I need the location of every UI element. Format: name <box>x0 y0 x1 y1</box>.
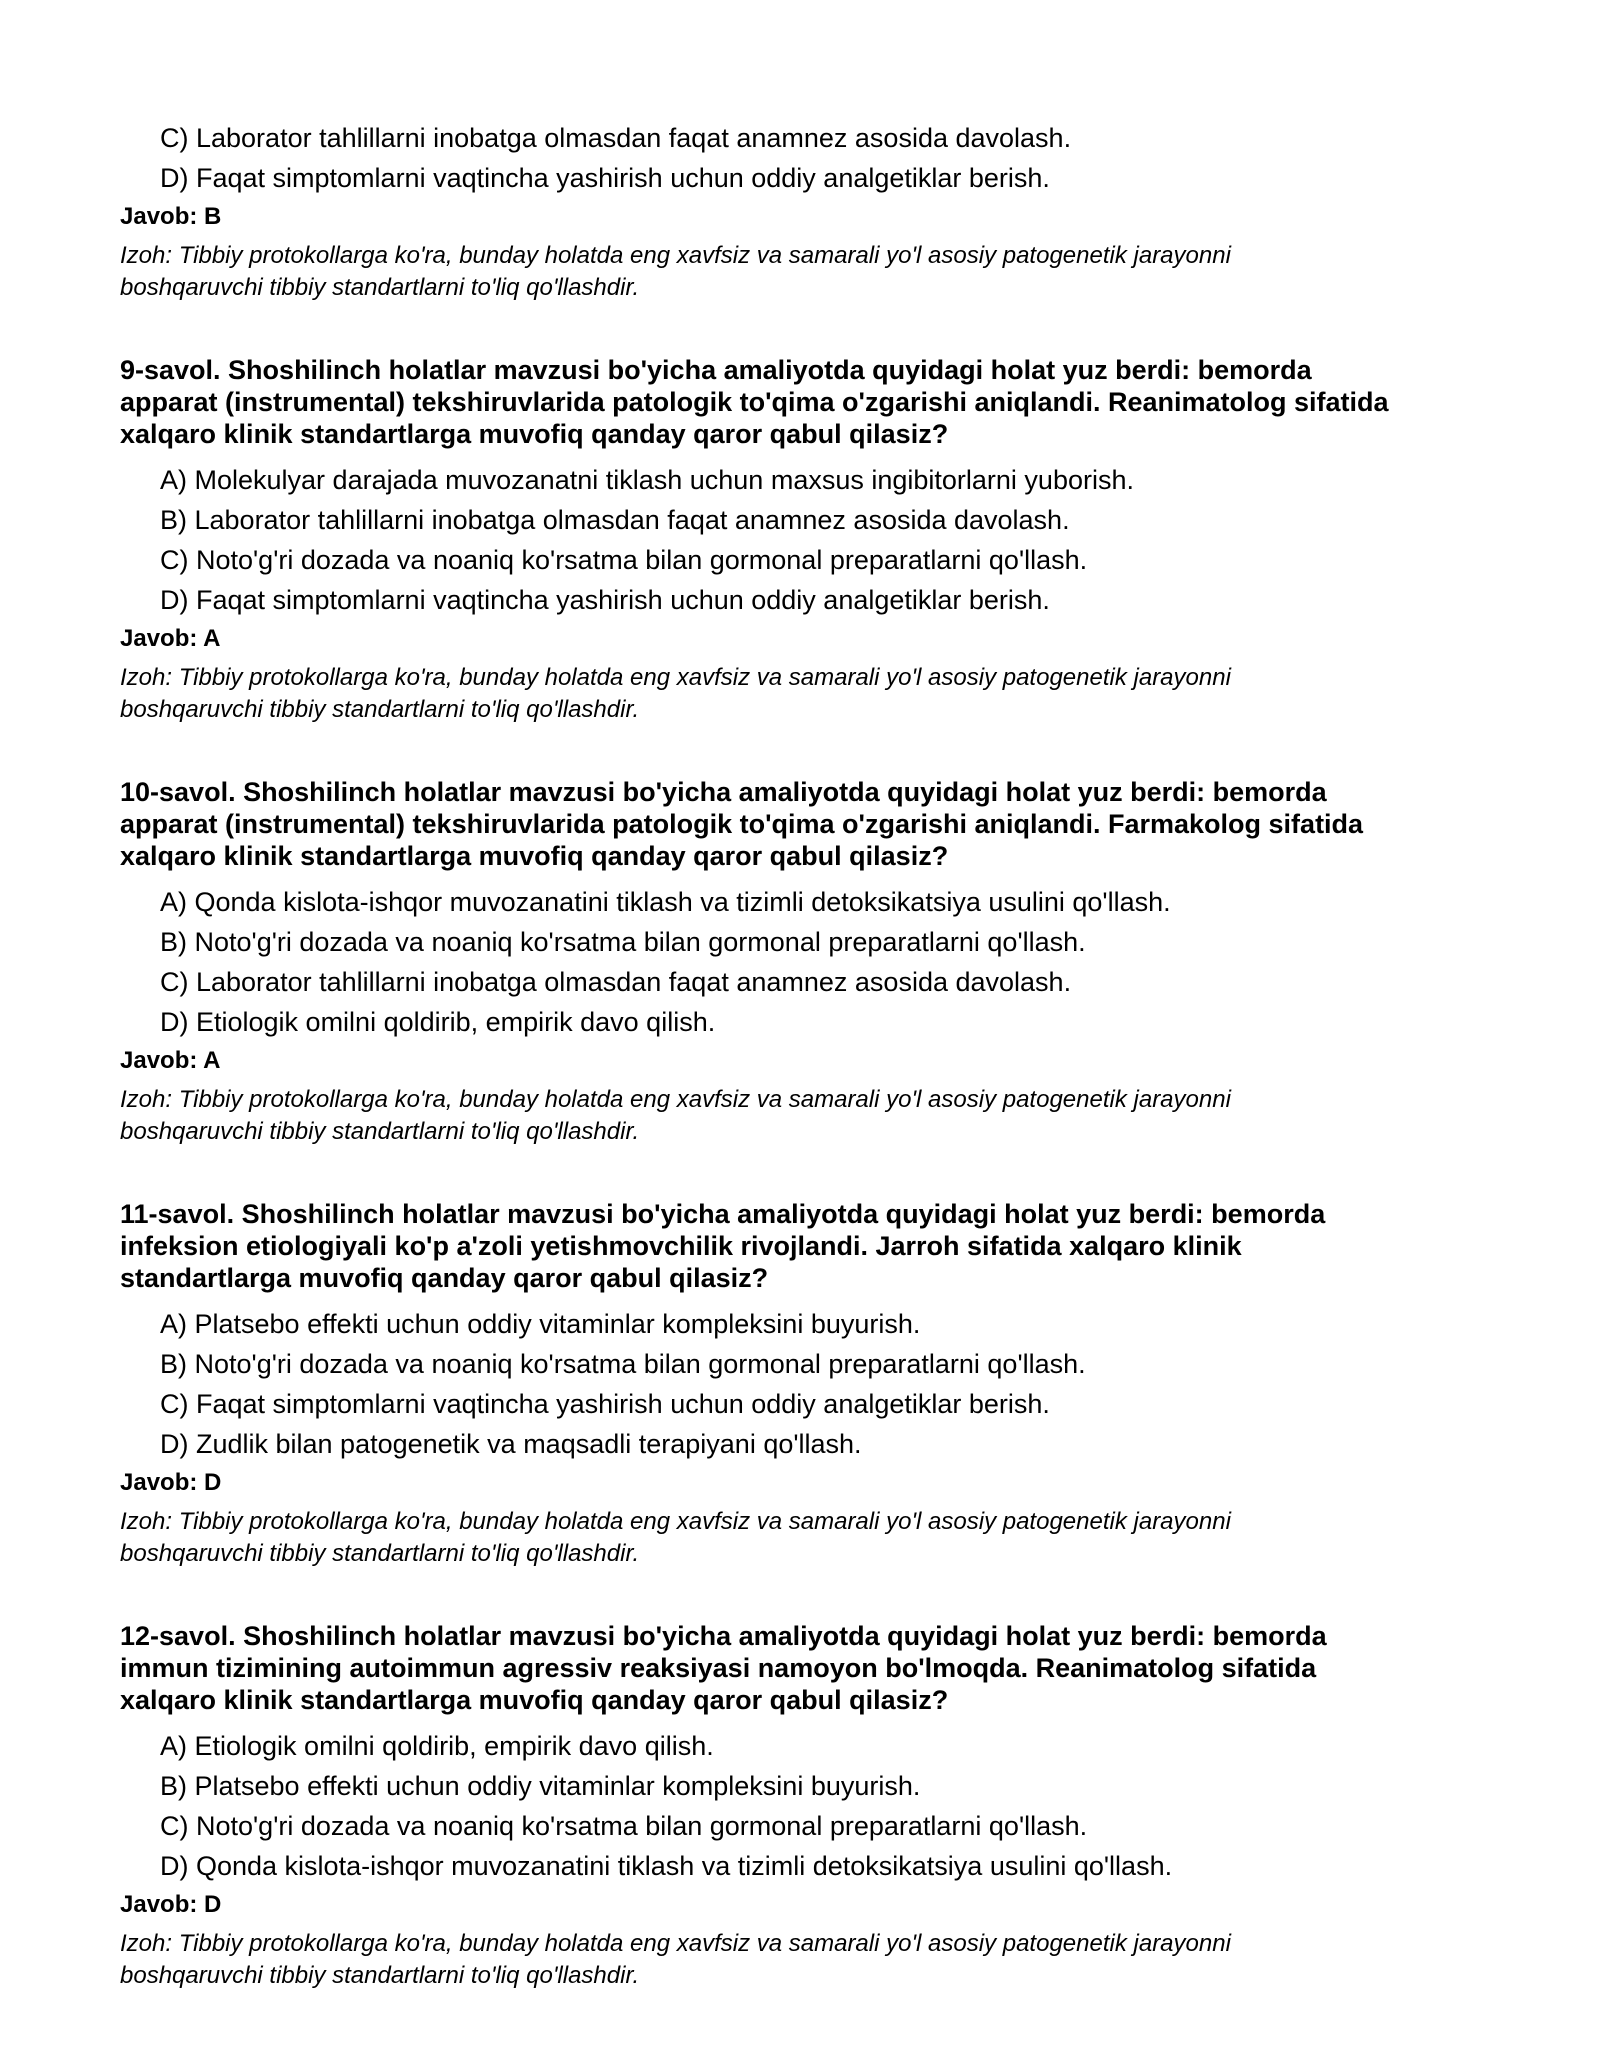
note-line: boshqaruvchi tibbiy standartlarni to'liq qo'llashdir. <box>120 1540 640 1567</box>
question-title <box>120 776 1500 872</box>
option-a: A) Molekulyar darajada muvozanatni tiklash uchun maxsus ingibitorlarni yuborish. <box>160 465 1134 495</box>
option-c: C) Laborator tahlillarni inobatga olmasdan faqat anamnez asosida davolash. <box>160 967 1072 997</box>
note-line: boshqaruvchi tibbiy standartlarni to'liq qo'llashdir. <box>120 1118 640 1145</box>
note-line: boshqaruvchi tibbiy standartlarni to'liq qo'llashdir. <box>120 1962 640 1989</box>
answer-label: Javob: B <box>120 203 222 230</box>
note-line: Izoh: Tibbiy protokollarga ko'ra, bunday holatda eng xavfsiz va samarali yo'l asosiy patogenetik jarayonni <box>120 242 1231 269</box>
question-11 <box>120 1198 1500 1570</box>
question-title-line: standartlarga muvofiq qanday qaror qabul qilasiz? <box>120 1263 769 1293</box>
explanation-note <box>120 662 1500 726</box>
question-title-line: 11-savol. Shoshilinch holatlar mavzusi bo'yicha amaliyotda quyidagi holat yuz berdi: bemorda <box>120 1199 1326 1229</box>
question-title-line: xalqaro klinik standartlarga muvofiq qanday qaror qabul qilasiz? <box>120 841 949 871</box>
question-title-line: xalqaro klinik standartlarga muvofiq qanday qaror qabul qilasiz? <box>120 419 949 449</box>
option-a: A) Etiologik omilni qoldirib, empirik davo qilish. <box>160 1731 714 1761</box>
explanation-note <box>120 1084 1500 1148</box>
option-c: C) Noto'g'ri dozada va noaniq ko'rsatma bilan gormonal preparatlarni qo'llash. <box>160 545 1088 575</box>
answer-label: Javob: D <box>120 1891 222 1918</box>
option-a: A) Qonda kislota-ishqor muvozanatini tiklash va tizimli detoksikatsiya usulini qo'llash. <box>160 887 1171 917</box>
question-title-line: apparat (instrumental) tekshiruvlarida patologik to'qima o'zgarishi aniqlandi. Reanimatolog sifatida <box>120 387 1389 417</box>
options-list <box>120 118 1500 198</box>
option-c: C) Noto'g'ri dozada va noaniq ko'rsatma bilan gormonal preparatlarni qo'llash. <box>160 1811 1088 1841</box>
question-title-line: immun tizimining autoimmun agressiv reaksiyasi namoyon bo'lmoqda. Reanimatolog sifatida <box>120 1653 1317 1683</box>
note-line: Izoh: Tibbiy protokollarga ko'ra, bunday holatda eng xavfsiz va samarali yo'l asosiy patogenetik jarayonni <box>120 1086 1231 1113</box>
options-list <box>120 882 1500 1042</box>
option-b: B) Platsebo effekti uchun oddiy vitaminlar kompleksini buyurish. <box>160 1771 921 1801</box>
document-page <box>120 118 1500 1992</box>
answer-label: Javob: A <box>120 625 221 652</box>
note-line: Izoh: Tibbiy protokollarga ko'ra, bunday holatda eng xavfsiz va samarali yo'l asosiy patogenetik jarayonni <box>120 1930 1231 1957</box>
explanation-note <box>120 1506 1500 1570</box>
question-9 <box>120 354 1500 726</box>
option-b: B) Noto'g'ri dozada va noaniq ko'rsatma bilan gormonal preparatlarni qo'llash. <box>160 1349 1086 1379</box>
note-line: boshqaruvchi tibbiy standartlarni to'liq qo'llashdir. <box>120 274 640 301</box>
note-line: Izoh: Tibbiy protokollarga ko'ra, bunday holatda eng xavfsiz va samarali yo'l asosiy patogenetik jarayonni <box>120 1508 1231 1535</box>
question-8-continuation <box>120 118 1500 304</box>
note-line: boshqaruvchi tibbiy standartlarni to'liq qo'llashdir. <box>120 696 640 723</box>
option-d: D) Faqat simptomlarni vaqtincha yashirish uchun oddiy analgetiklar berish. <box>160 163 1050 193</box>
explanation-note <box>120 240 1500 304</box>
question-title <box>120 1620 1500 1716</box>
question-title-line: 12-savol. Shoshilinch holatlar mavzusi bo'yicha amaliyotda quyidagi holat yuz berdi: bemorda <box>120 1621 1327 1651</box>
question-title-line: 9-savol. Shoshilinch holatlar mavzusi bo'yicha amaliyotda quyidagi holat yuz berdi: bemorda <box>120 355 1312 385</box>
options-list <box>120 1304 1500 1464</box>
options-list <box>120 460 1500 620</box>
question-title-line: apparat (instrumental) tekshiruvlarida patologik to'qima o'zgarishi aniqlandi. Farmakolog sifatida <box>120 809 1364 839</box>
question-title <box>120 1198 1500 1294</box>
option-d: D) Zudlik bilan patogenetik va maqsadli terapiyani qo'llash. <box>160 1429 862 1459</box>
question-title-line: 10-savol. Shoshilinch holatlar mavzusi bo'yicha amaliyotda quyidagi holat yuz berdi: bemorda <box>120 777 1327 807</box>
options-list <box>120 1726 1500 1886</box>
explanation-note <box>120 1928 1500 1992</box>
option-a: A) Platsebo effekti uchun oddiy vitaminlar kompleksini buyurish. <box>160 1309 921 1339</box>
option-c: C) Laborator tahlillarni inobatga olmasdan faqat anamnez asosida davolash. <box>160 123 1072 153</box>
option-c: C) Faqat simptomlarni vaqtincha yashirish uchun oddiy analgetiklar berish. <box>160 1389 1050 1419</box>
option-b: B) Noto'g'ri dozada va noaniq ko'rsatma bilan gormonal preparatlarni qo'llash. <box>160 927 1086 957</box>
answer-label: Javob: A <box>120 1047 221 1074</box>
option-d: D) Faqat simptomlarni vaqtincha yashirish uchun oddiy analgetiklar berish. <box>160 585 1050 615</box>
answer-label: Javob: D <box>120 1469 222 1496</box>
option-d: D) Qonda kislota-ishqor muvozanatini tiklash va tizimli detoksikatsiya usulini qo'llash. <box>160 1851 1173 1881</box>
question-title-line: infeksion etiologiyali ko'p a'zoli yetishmovchilik rivojlandi. Jarroh sifatida xalqaro klinik <box>120 1231 1242 1261</box>
question-10 <box>120 776 1500 1148</box>
question-title <box>120 354 1500 450</box>
option-d: D) Etiologik omilni qoldirib, empirik davo qilish. <box>160 1007 716 1037</box>
question-12 <box>120 1620 1500 1992</box>
option-b: B) Laborator tahlillarni inobatga olmasdan faqat anamnez asosida davolash. <box>160 505 1070 535</box>
note-line: Izoh: Tibbiy protokollarga ko'ra, bunday holatda eng xavfsiz va samarali yo'l asosiy patogenetik jarayonni <box>120 664 1231 691</box>
question-title-line: xalqaro klinik standartlarga muvofiq qanday qaror qabul qilasiz? <box>120 1685 949 1715</box>
